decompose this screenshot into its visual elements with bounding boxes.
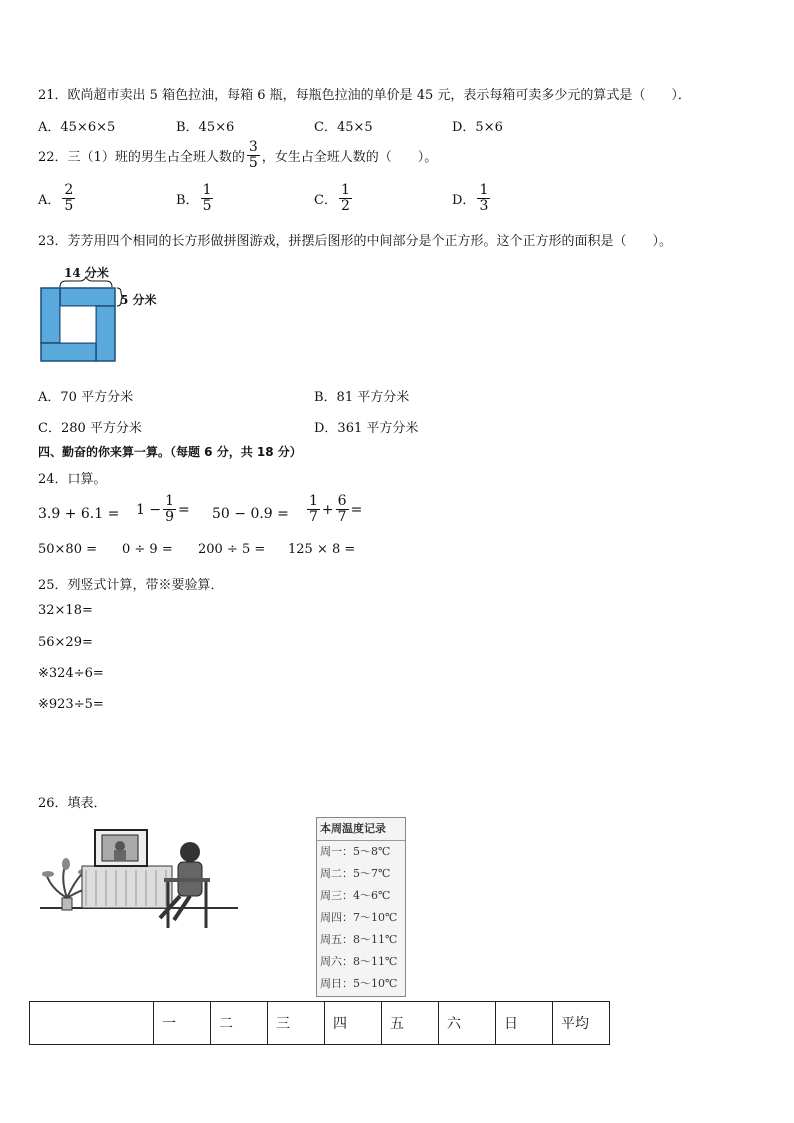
q24-stem: 24．口算。	[38, 472, 107, 487]
q23-label-side: 5 分米	[120, 293, 157, 307]
q24-row2-expr-3: 200 ÷ 5 =	[198, 542, 266, 557]
table-header-average[interactable]: 平均	[553, 1002, 610, 1045]
fraction-numerator: 1	[202, 182, 212, 198]
fraction-numerator: 1	[165, 493, 175, 509]
fraction-denominator: 7	[309, 509, 318, 525]
q22-option-a[interactable]	[38, 183, 77, 214]
fraction-denominator: 5	[202, 198, 212, 214]
option-letter: C．	[314, 193, 337, 208]
rectangle-bottom	[41, 343, 96, 361]
q24-row2-expr-2: 0 ÷ 9 =	[122, 542, 173, 557]
q22-stem-before: 22．三（1）班的男生占全班人数的	[38, 150, 245, 165]
q23-option-c[interactable]: C．280 平方分米	[38, 421, 142, 436]
q25-stem: 25．列竖式计算，带※要验算．	[38, 578, 224, 593]
card-title: 本周温度记录	[317, 818, 405, 841]
q24-row2-expr-4: 125 × 8 =	[288, 542, 356, 557]
expr-plus: +	[321, 501, 334, 518]
q22-stem-fraction	[247, 140, 260, 171]
table-header-blank[interactable]	[30, 1002, 154, 1045]
rectangle-left	[41, 288, 60, 343]
fraction-denominator: 7	[337, 509, 347, 525]
q21-option-d[interactable]: D．5×6	[452, 120, 503, 135]
fraction-numerator: 1	[309, 493, 318, 509]
table-header-sun[interactable]: 日	[496, 1002, 553, 1045]
option-letter: A．	[38, 193, 61, 208]
q23-option-d[interactable]: D．361 平方分米	[314, 421, 419, 436]
q22-stem	[38, 140, 437, 171]
expr-fraction	[163, 494, 176, 525]
q24-row2-expr-1: 50×80 =	[38, 542, 98, 557]
fraction-numerator: 2	[64, 182, 74, 198]
q24-expr-4	[305, 494, 362, 525]
rectangle-top	[60, 288, 115, 306]
rectangle-right	[96, 306, 115, 361]
table-header-sat[interactable]: 六	[439, 1002, 496, 1045]
brace-icon	[60, 277, 112, 287]
q25-item-2: 56×29=	[38, 635, 93, 650]
q23-option-a[interactable]: A．70 平方分米	[38, 390, 134, 405]
card-line-saturday: 周六：8～11℃	[320, 955, 398, 968]
table-header-mon[interactable]: 一	[154, 1002, 211, 1045]
option-fraction	[339, 183, 352, 214]
expr-prefix: 1 −	[136, 501, 162, 518]
q24-expr-3: 50 − 0.9 =	[212, 506, 289, 522]
fraction-denominator: 2	[340, 198, 350, 214]
table-header-tue[interactable]: 二	[211, 1002, 268, 1045]
expr-fraction-1	[307, 494, 320, 525]
q24-expr-2	[136, 494, 190, 525]
fraction-denominator: 5	[248, 155, 258, 171]
option-letter: B．	[176, 193, 199, 208]
temperature-record-card	[316, 817, 406, 997]
option-fraction	[201, 183, 214, 214]
q23-option-b[interactable]: B．81 平方分米	[314, 390, 410, 405]
q22-stem-after: ，女生占全班人数的（ ）。	[261, 150, 438, 165]
q21-option-c[interactable]: C．45×5	[314, 120, 373, 135]
table-header-fri[interactable]: 五	[382, 1002, 439, 1045]
card-line-monday: 周一：5～8℃	[320, 845, 391, 858]
option-fraction	[62, 183, 75, 214]
table-row	[30, 1002, 610, 1045]
expr-equals: =	[350, 501, 363, 518]
q21-stem: 21．欧尚超市卖出 5 箱色拉油，每箱 6 瓶，每瓶色拉油的单价是 45 元，表示每箱可卖多少元的算式是（ ）．	[38, 88, 691, 103]
card-line-thursday: 周四：7～10℃	[320, 911, 398, 924]
option-fraction	[477, 183, 490, 214]
q23-label-top: 14 分米	[64, 266, 109, 280]
card-line-wednesday: 周三：4～6℃	[320, 889, 391, 902]
fraction-numerator: 1	[479, 182, 489, 198]
fraction-denominator: 9	[165, 509, 175, 525]
q22-option-b[interactable]	[176, 183, 215, 214]
table-header-thu[interactable]: 四	[325, 1002, 382, 1045]
q25-item-1: 32×18=	[38, 603, 93, 618]
q23-puzzle-figure	[38, 276, 124, 364]
q22-option-c[interactable]	[314, 183, 354, 214]
q21-option-a[interactable]: A．45×6×5	[38, 120, 116, 135]
tv-icon	[95, 830, 147, 866]
expr-equals: =	[178, 501, 190, 518]
card-line-sunday: 周日：5～10℃	[320, 977, 398, 990]
q21-option-b[interactable]: B．45×6	[176, 120, 235, 135]
expr-fraction-2	[336, 494, 349, 525]
boy-icon	[160, 842, 210, 928]
card-line-friday: 周五：8～11℃	[320, 933, 398, 946]
fraction-numerator: 3	[248, 139, 258, 155]
section-4-title: 四、勤奋的你来算一算。（每题 6 分，共 18 分）	[38, 445, 302, 459]
boy-watching-tv-illustration	[40, 828, 240, 938]
option-letter: D．	[452, 193, 476, 208]
center-square	[60, 306, 96, 343]
fraction-denominator: 3	[479, 198, 489, 214]
card-line-tuesday: 周二：5～7℃	[320, 867, 391, 880]
q25-item-4: ※923÷5=	[38, 697, 104, 712]
q22-option-d[interactable]	[452, 183, 492, 214]
table-header-wed[interactable]: 三	[268, 1002, 325, 1045]
fraction-numerator: 6	[337, 493, 347, 509]
q26-stem: 26．填表．	[38, 796, 107, 811]
side-brace-icon	[117, 288, 124, 306]
q23-stem: 23．芳芳用四个相同的长方形做拼图游戏，拼摆后图形的中间部分是个正方形。这个正方形的面积是（ ）。	[38, 234, 673, 249]
fraction-denominator: 5	[64, 198, 74, 214]
q24-expr-1: 3.9 + 6.1 =	[38, 506, 120, 522]
q25-item-3: ※324÷6=	[38, 666, 104, 681]
temperature-table	[29, 1001, 610, 1045]
fraction-numerator: 1	[340, 182, 350, 198]
